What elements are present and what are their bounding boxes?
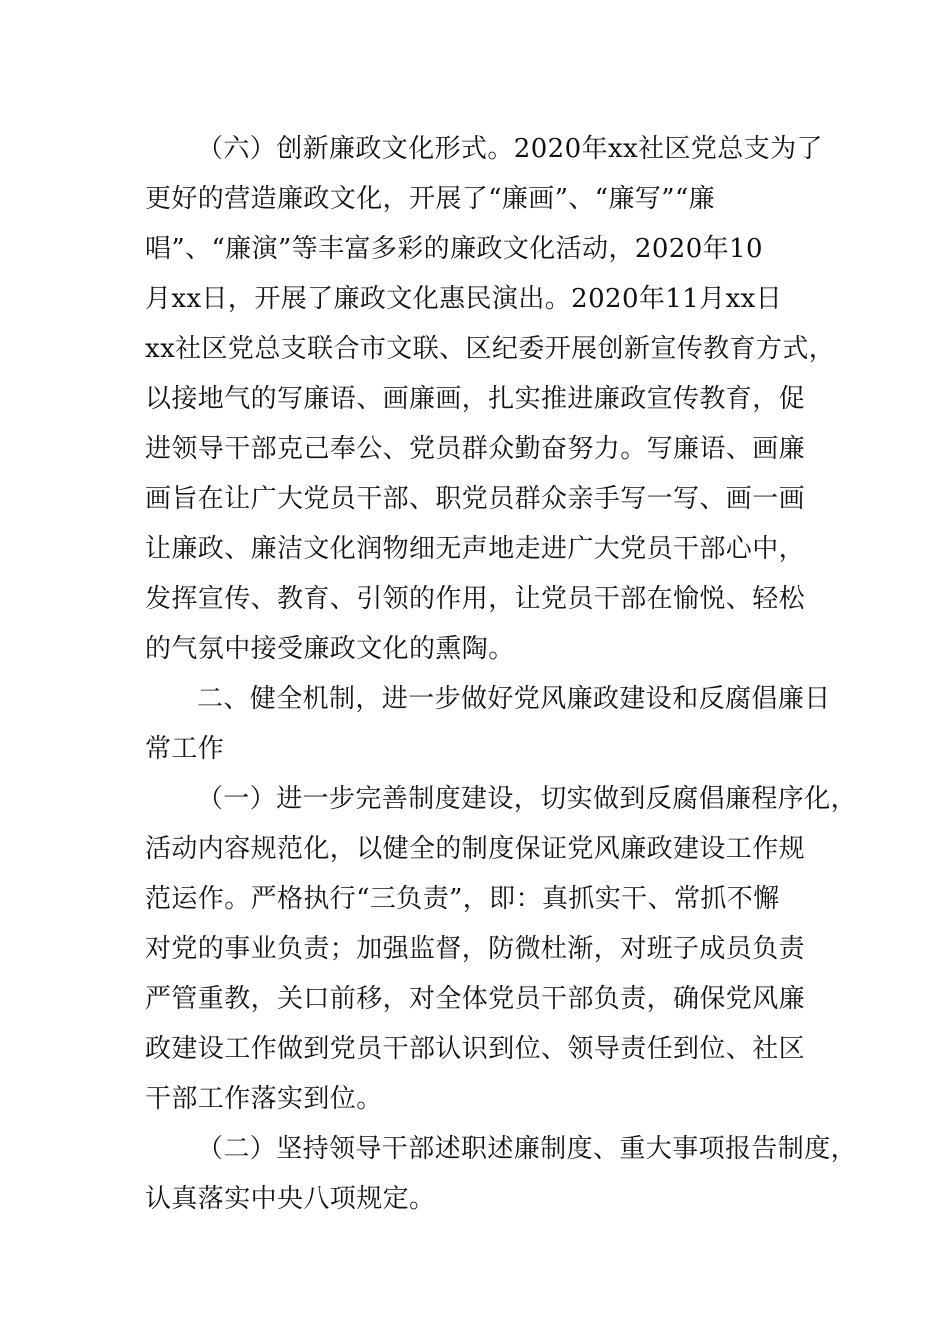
heading-line: 常工作: [145, 734, 225, 764]
text-line: 画旨在让广大党员干部、职党员群众亲手写一写、画一画: [145, 484, 806, 514]
text-line: 对党的事业负责；加强监督，防微杜渐，对班子成员负责: [145, 934, 806, 964]
text-line: 严管重教，关口前移，对全体党员干部负责，确保党风廉: [145, 984, 806, 1014]
text-line: 干部工作落实到位。: [145, 1084, 383, 1114]
document-body: [145, 124, 858, 1224]
text-line: 进领导干部克己奉公、党员群众勤奋努力。写廉语、画廉: [145, 434, 806, 464]
text-line: 活动内容规范化，以健全的制度保证党风廉政建设工作规: [145, 834, 806, 864]
text-line: 月xx日，开展了廉政文化惠民演出。2020年11月xx日: [145, 284, 783, 314]
text-line: （六）创新廉政文化形式。2020年xx社区党总支为了: [197, 134, 823, 164]
text-line: 以接地气的写廉语、画廉画，扎实推进廉政宣传教育，促: [145, 384, 806, 414]
text-line: 更好的营造廉政文化，开展了“廉画”、“廉写”“廉: [145, 184, 716, 214]
paragraph-innovate-culture: [145, 124, 836, 674]
text-line: 发挥宣传、教育、引领的作用，让党员干部在愉悦、轻松: [145, 584, 806, 614]
text-line: 认真落实中央八项规定。: [145, 1184, 436, 1214]
paragraph-reporting-system: [145, 1124, 858, 1224]
text-line: 的气氛中接受廉政文化的熏陶。: [145, 634, 515, 664]
text-line: 唱”、“廉演”等丰富多彩的廉政文化活动，2020年10: [145, 234, 763, 264]
text-line: 让廉政、廉洁文化润物细无声地走进广大党员干部心中，: [145, 534, 806, 564]
text-line: （一）进一步完善制度建设，切实做到反腐倡廉程序化，: [197, 784, 858, 814]
text-line: 政建设工作做到党员干部认识到位、领导责任到位、社区: [145, 1034, 806, 1064]
text-line: （二）坚持领导干部述职述廉制度、重大事项报告制度，: [197, 1134, 858, 1164]
section-heading-mechanism: [145, 674, 831, 774]
heading-line: 二、健全机制，进一步做好党风廉政建设和反腐倡廉日: [197, 684, 831, 714]
paragraph-system-building: [145, 774, 858, 1124]
text-line: 范运作。严格执行“三负责”，即：真抓实干、常抓不懈: [145, 884, 780, 914]
text-line: xx社区党总支联合市文联、区纪委开展创新宣传教育方式，: [145, 334, 836, 364]
